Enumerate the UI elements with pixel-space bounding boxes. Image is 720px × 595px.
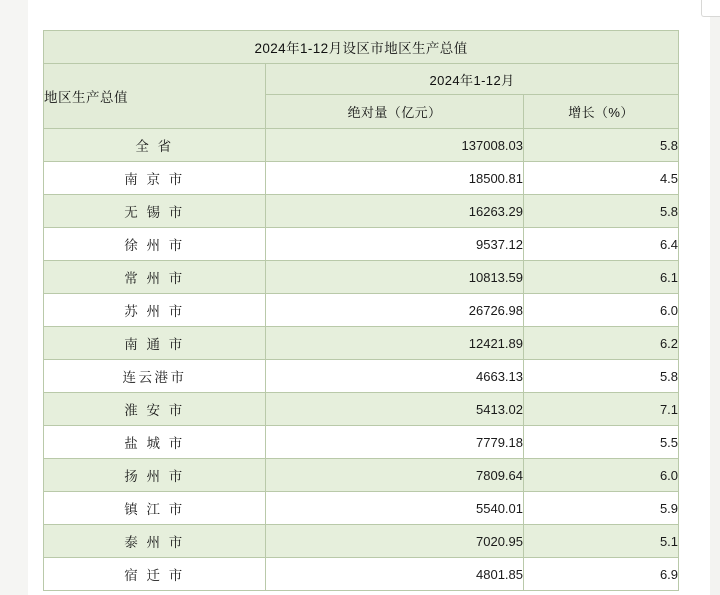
row-region: 盐 城 市 bbox=[44, 426, 266, 459]
table-row bbox=[44, 195, 679, 228]
row-growth: 6.2 bbox=[524, 327, 679, 360]
column-header-absolute: 绝对量（亿元） bbox=[266, 95, 524, 129]
row-absolute: 4801.85 bbox=[266, 558, 524, 591]
row-absolute: 9537.12 bbox=[266, 228, 524, 261]
row-region: 镇 江 市 bbox=[44, 492, 266, 525]
gdp-table-container bbox=[43, 30, 678, 591]
row-growth: 5.8 bbox=[524, 195, 679, 228]
table-row bbox=[44, 327, 679, 360]
column-header-region: 地区生产总值 bbox=[44, 64, 266, 129]
row-growth: 7.1 bbox=[524, 393, 679, 426]
row-region: 泰 州 市 bbox=[44, 525, 266, 558]
row-absolute: 137008.03 bbox=[266, 129, 524, 162]
row-absolute: 10813.59 bbox=[266, 261, 524, 294]
row-growth: 5.9 bbox=[524, 492, 679, 525]
row-growth: 6.0 bbox=[524, 459, 679, 492]
row-absolute: 7809.64 bbox=[266, 459, 524, 492]
row-region: 常 州 市 bbox=[44, 261, 266, 294]
row-region: 无 锡 市 bbox=[44, 195, 266, 228]
row-growth: 5.8 bbox=[524, 360, 679, 393]
row-absolute: 26726.98 bbox=[266, 294, 524, 327]
row-region: 南 通 市 bbox=[44, 327, 266, 360]
row-growth: 6.1 bbox=[524, 261, 679, 294]
row-absolute: 5413.02 bbox=[266, 393, 524, 426]
row-absolute: 16263.29 bbox=[266, 195, 524, 228]
gdp-table bbox=[43, 30, 679, 591]
row-region: 扬 州 市 bbox=[44, 459, 266, 492]
row-growth: 5.5 bbox=[524, 426, 679, 459]
row-growth: 6.0 bbox=[524, 294, 679, 327]
row-region: 全 省 bbox=[44, 129, 266, 162]
row-growth: 5.1 bbox=[524, 525, 679, 558]
row-absolute: 4663.13 bbox=[266, 360, 524, 393]
table-row bbox=[44, 492, 679, 525]
row-region: 淮 安 市 bbox=[44, 393, 266, 426]
table-row bbox=[44, 426, 679, 459]
table-row bbox=[44, 162, 679, 195]
table-row bbox=[44, 525, 679, 558]
table-header bbox=[44, 31, 679, 129]
page-left-margin-strip bbox=[0, 0, 28, 595]
table-row bbox=[44, 360, 679, 393]
table-title-row bbox=[44, 31, 679, 64]
row-region: 宿 迁 市 bbox=[44, 558, 266, 591]
row-growth: 6.9 bbox=[524, 558, 679, 591]
table-row bbox=[44, 558, 679, 591]
row-growth: 6.4 bbox=[524, 228, 679, 261]
row-region: 徐 州 市 bbox=[44, 228, 266, 261]
row-growth: 5.8 bbox=[524, 129, 679, 162]
table-title: 2024年1-12月设区市地区生产总值 bbox=[44, 31, 679, 64]
table-body bbox=[44, 129, 679, 591]
table-row bbox=[44, 129, 679, 162]
page-corner-fold bbox=[701, 0, 720, 17]
column-header-growth: 增长（%） bbox=[524, 95, 679, 129]
table-row bbox=[44, 261, 679, 294]
row-absolute: 18500.81 bbox=[266, 162, 524, 195]
row-region: 南 京 市 bbox=[44, 162, 266, 195]
table-header-row-1 bbox=[44, 64, 679, 95]
table-row bbox=[44, 228, 679, 261]
row-absolute: 12421.89 bbox=[266, 327, 524, 360]
row-absolute: 5540.01 bbox=[266, 492, 524, 525]
row-region: 苏 州 市 bbox=[44, 294, 266, 327]
row-absolute: 7020.95 bbox=[266, 525, 524, 558]
table-row bbox=[44, 459, 679, 492]
row-region: 连云港市 bbox=[44, 360, 266, 393]
table-row bbox=[44, 294, 679, 327]
column-header-period: 2024年1-12月 bbox=[266, 64, 679, 95]
row-absolute: 7779.18 bbox=[266, 426, 524, 459]
page-right-margin-strip bbox=[710, 0, 720, 595]
table-row bbox=[44, 393, 679, 426]
row-growth: 4.5 bbox=[524, 162, 679, 195]
